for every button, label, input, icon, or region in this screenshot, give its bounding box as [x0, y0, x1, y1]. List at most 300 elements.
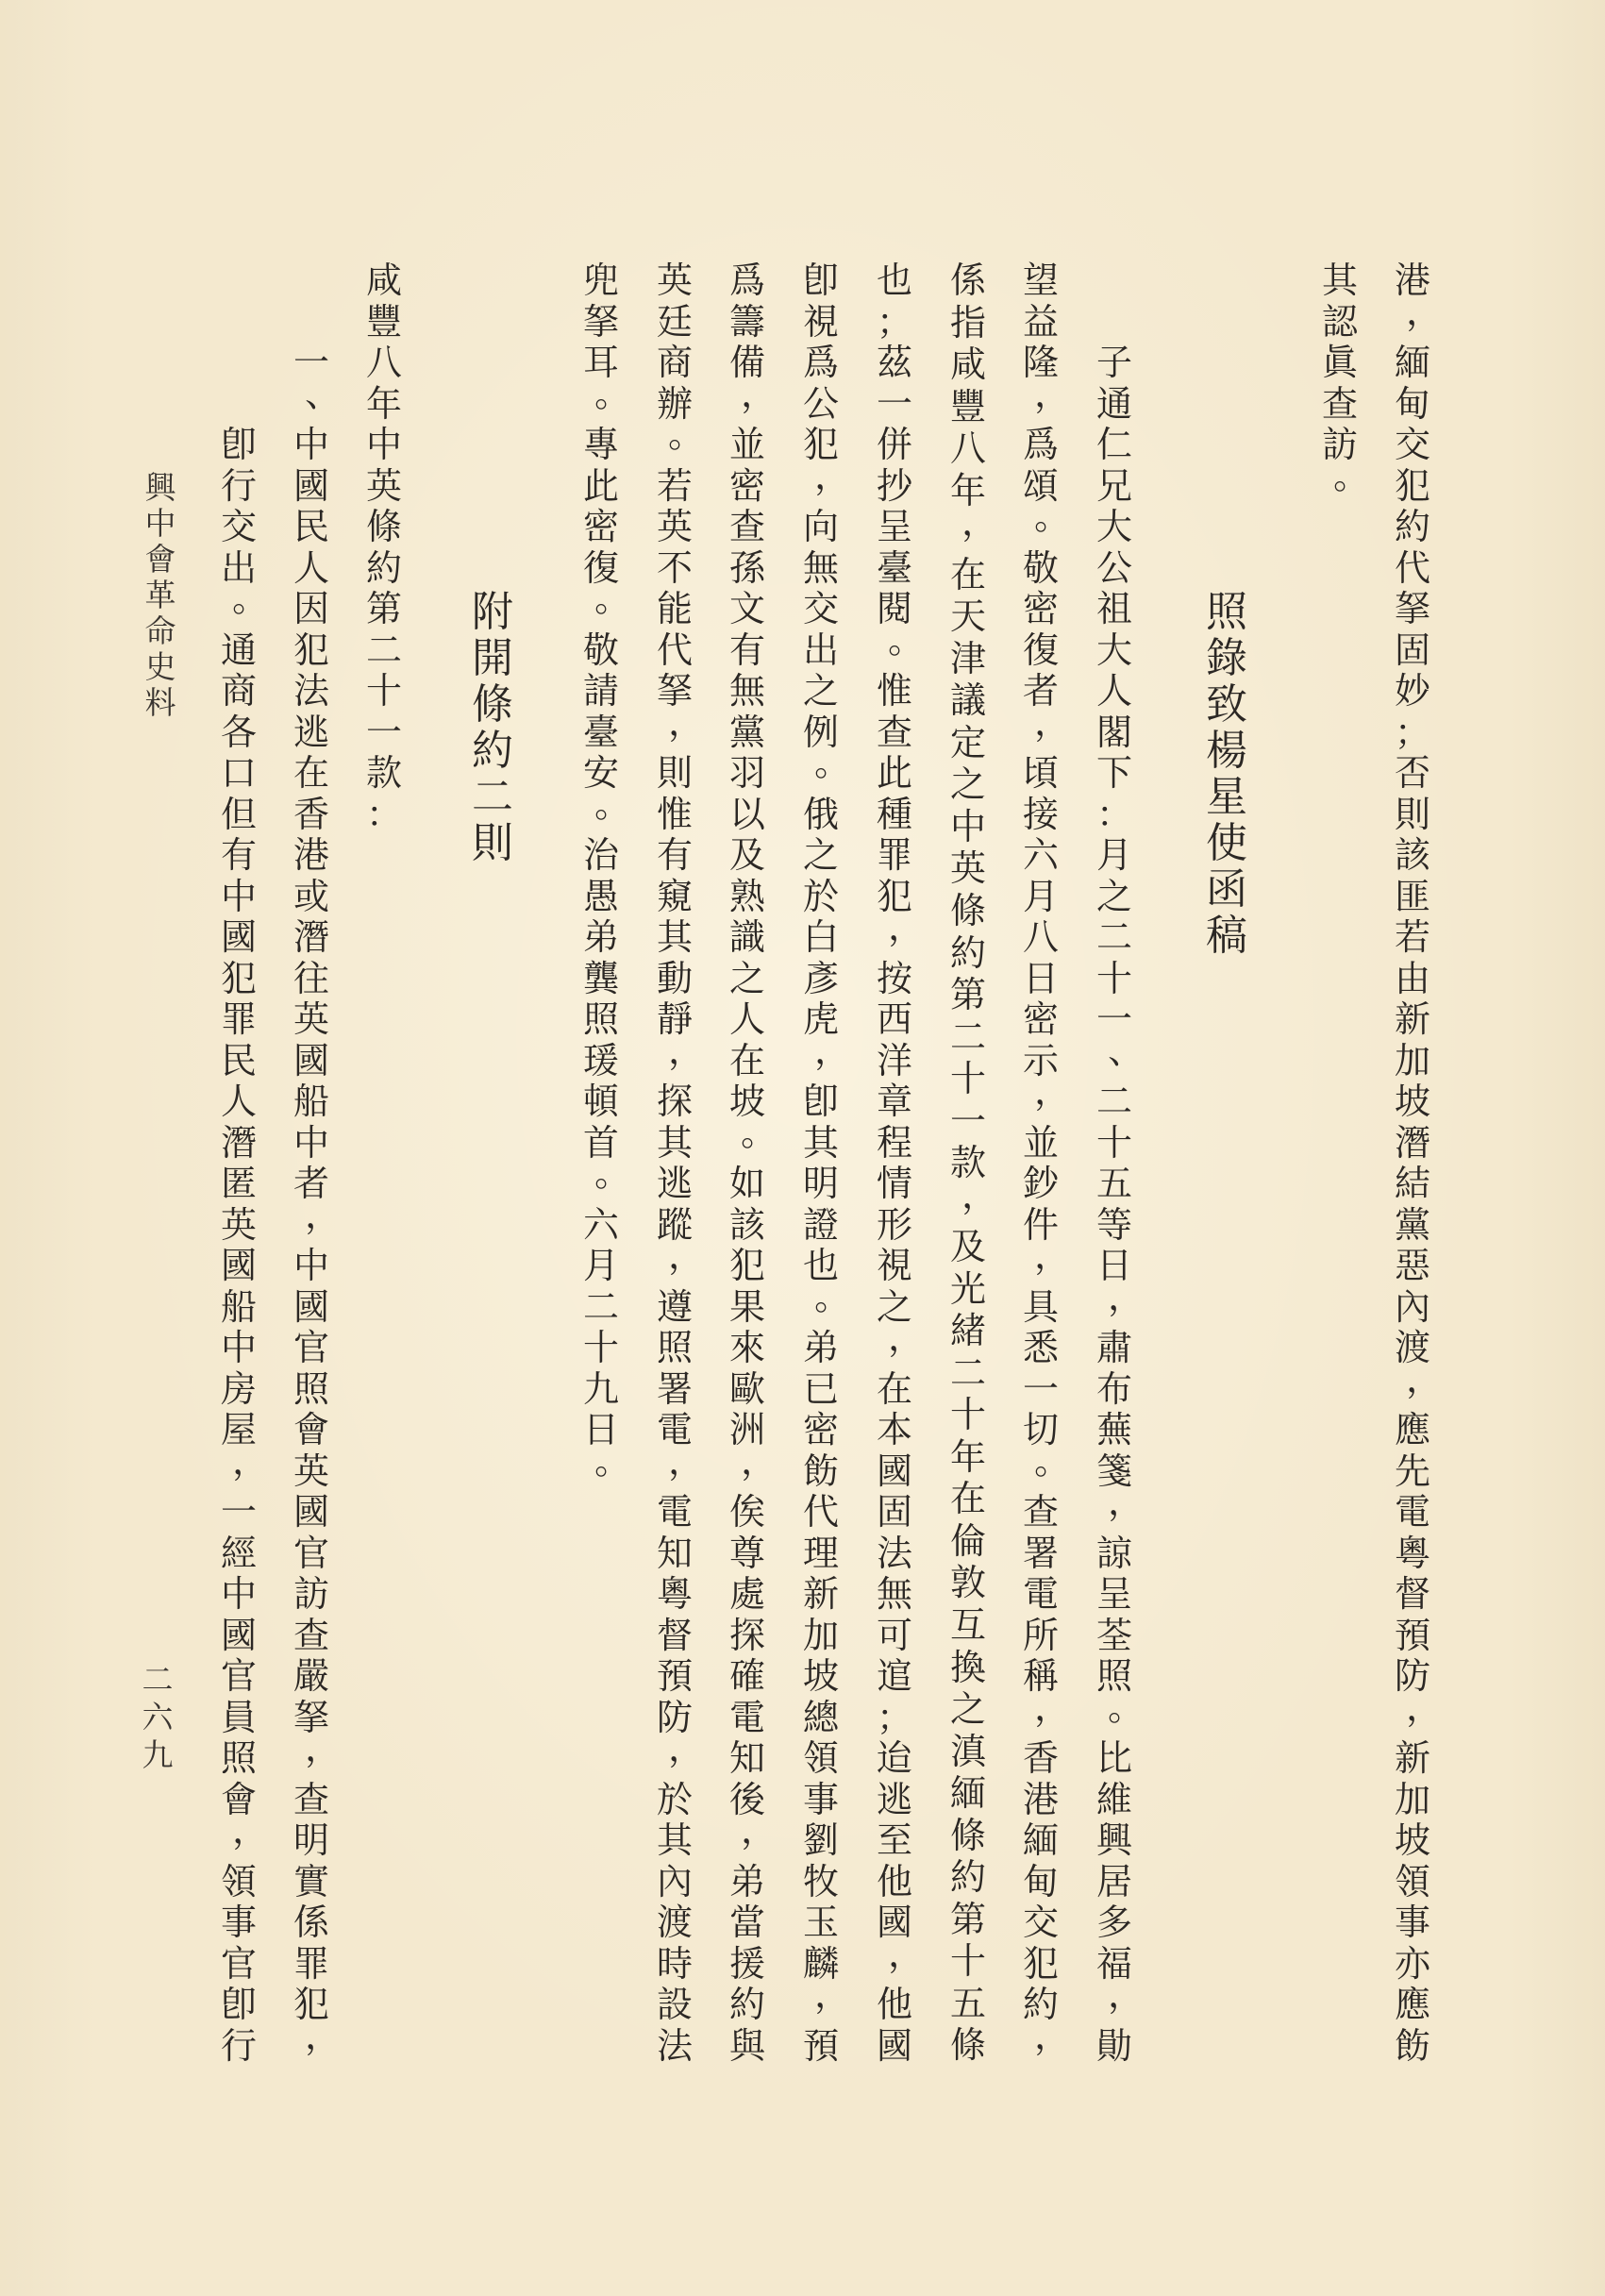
letter-line-8-signature: [577, 260, 631, 1492]
glyph: 電: [656, 1409, 693, 1450]
glyph: 逭: [876, 1655, 912, 1697]
glyph: 也: [876, 260, 912, 301]
glyph: 黨: [728, 711, 765, 753]
glyph: 密: [728, 464, 765, 507]
glyph: 望: [1022, 260, 1059, 301]
glyph: 史: [144, 648, 176, 685]
glyph: 犯: [220, 957, 257, 999]
glyph: 呈: [876, 506, 912, 547]
glyph: 港: [293, 834, 329, 876]
glyph: 臺: [582, 711, 619, 753]
glyph: 亦: [1394, 1942, 1430, 1985]
glyph: 人: [728, 998, 765, 1040]
glyph: 興: [144, 469, 176, 506]
glyph: 此: [582, 464, 619, 507]
glyph: 有: [728, 628, 765, 671]
glyph: 劉: [802, 1819, 839, 1861]
glyph: 洲: [728, 1409, 765, 1450]
glyph: 十: [1095, 1121, 1132, 1164]
glyph: 探: [728, 1614, 765, 1656]
glyph: 往: [293, 957, 329, 999]
glyph: 料: [144, 684, 176, 721]
glyph: 約: [949, 931, 986, 974]
glyph: 官: [293, 1327, 329, 1368]
glyph: 犯: [876, 875, 912, 917]
glyph: 惟: [656, 793, 693, 835]
glyph: 法: [656, 2024, 693, 2067]
glyph: 密: [1022, 588, 1059, 629]
glyph: 房: [220, 1367, 257, 1410]
glyph: 無: [876, 1573, 912, 1615]
glyph: ，: [1034, 2014, 1071, 2056]
glyph: ，: [1108, 1481, 1145, 1523]
glyph: 約: [949, 1856, 986, 1899]
glyph: 罪: [293, 1942, 329, 1985]
glyph: 復: [582, 546, 619, 589]
letter-line-3: [945, 260, 998, 2067]
glyph: 預: [1394, 1614, 1430, 1656]
glyph: 福: [1095, 1942, 1132, 1985]
glyph: 天: [949, 595, 986, 638]
glyph: 向: [802, 506, 839, 547]
glyph: 中: [949, 805, 986, 847]
glyph: 督: [1394, 1573, 1430, 1615]
glyph: ，: [961, 501, 998, 544]
glyph: 固: [1394, 628, 1430, 671]
glyph: 緬: [1394, 342, 1430, 383]
glyph: 國: [293, 1039, 329, 1081]
glyph: 具: [1022, 1285, 1059, 1328]
glyph: 互: [949, 1604, 986, 1646]
glyph: ，: [305, 2014, 342, 2056]
glyph: ，: [1034, 700, 1071, 743]
glyph: 津: [949, 637, 986, 679]
glyph: 照: [656, 1327, 693, 1368]
glyph: 稿: [1206, 912, 1247, 960]
glyph: 錄: [1206, 634, 1247, 682]
glyph: 形: [876, 1203, 912, 1246]
glyph: 約: [728, 1984, 765, 2025]
glyph: 總: [802, 1696, 839, 1738]
glyph: 會: [220, 1778, 257, 1820]
glyph: 約: [365, 546, 402, 589]
glyph: 拏: [582, 300, 619, 343]
glyph: ，: [814, 1973, 851, 2016]
glyph: 黨: [1394, 1203, 1430, 1246]
glyph: 能: [656, 588, 693, 629]
glyph: ，: [1108, 1275, 1145, 1317]
glyph: 督: [656, 1614, 693, 1656]
glyph: 切: [1022, 1409, 1059, 1450]
glyph: 香: [1022, 1737, 1059, 1779]
glyph: 粵: [656, 1573, 693, 1615]
glyph: 八: [949, 427, 986, 470]
glyph: 行: [220, 2024, 257, 2067]
glyph: 係: [949, 260, 986, 301]
continuation-line-2: [1316, 260, 1370, 507]
glyph: ，: [668, 1234, 705, 1277]
glyph: 二: [1095, 916, 1132, 958]
glyph: 領: [220, 1860, 257, 1902]
glyph: 於: [802, 875, 839, 917]
glyph: 安: [582, 752, 619, 794]
glyph: 。: [594, 782, 631, 825]
glyph: ，: [888, 906, 925, 948]
glyph: 則: [1394, 793, 1430, 835]
glyph: 人: [293, 546, 329, 589]
glyph: 附: [472, 588, 513, 636]
glyph: 英: [656, 506, 693, 547]
glyph: 滇: [949, 1730, 986, 1772]
glyph: 大: [1095, 628, 1132, 671]
glyph: 接: [1022, 793, 1059, 835]
glyph: 大: [1095, 506, 1132, 547]
glyph: ：: [365, 793, 402, 835]
glyph: 通: [1095, 382, 1132, 425]
glyph: 其: [656, 1121, 693, 1164]
glyph: ，: [668, 1029, 705, 1071]
glyph: 則: [472, 819, 513, 867]
glyph: 卽: [220, 1984, 257, 2025]
glyph: 。: [668, 413, 705, 456]
glyph: 坡: [802, 1655, 839, 1697]
glyph: 光: [949, 1267, 986, 1310]
glyph: 出: [220, 546, 257, 589]
glyph: 英: [293, 1450, 329, 1492]
glyph: 並: [1022, 1121, 1059, 1164]
glyph: 犯: [802, 424, 839, 465]
glyph: 國: [220, 916, 257, 958]
glyph: 章: [876, 1081, 912, 1122]
glyph: 無: [802, 546, 839, 589]
glyph: ，: [814, 454, 851, 496]
glyph: 國: [220, 1614, 257, 1656]
glyph: 英: [220, 1203, 257, 1246]
glyph: 按: [876, 957, 912, 999]
glyph: 公: [802, 382, 839, 425]
glyph: 卽: [802, 260, 839, 301]
glyph: 中: [220, 1327, 257, 1368]
glyph: 開: [472, 634, 513, 682]
glyph: 事: [1394, 1902, 1430, 1943]
glyph: 仁: [1095, 424, 1132, 465]
glyph: 拏: [1394, 588, 1430, 629]
glyph: 坡: [1394, 1819, 1430, 1861]
glyph: 請: [582, 670, 619, 712]
glyph: ，: [888, 1932, 925, 1974]
glyph: 訪: [1321, 424, 1358, 465]
glyph: 日: [1022, 957, 1059, 999]
glyph: 探: [656, 1081, 693, 1122]
glyph: 、: [305, 372, 342, 414]
glyph: 牧: [802, 1860, 839, 1902]
glyph: 一: [1095, 998, 1132, 1040]
glyph: 來: [728, 1327, 765, 1368]
glyph: 中: [293, 424, 329, 465]
glyph: 渡: [656, 1902, 693, 1943]
appendix-title: [466, 589, 519, 866]
glyph: 事: [220, 1902, 257, 1943]
glyph: ，: [741, 1439, 777, 1482]
glyph: 有: [656, 834, 693, 876]
glyph: 查: [1022, 1491, 1059, 1533]
glyph: 等: [1095, 1203, 1132, 1246]
glyph: 之: [949, 763, 986, 806]
glyph: 勛: [1095, 2024, 1132, 2067]
glyph: 各: [220, 711, 257, 753]
glyph: 理: [802, 1532, 839, 1574]
letter-title: [1200, 589, 1253, 959]
glyph: 並: [728, 424, 765, 465]
glyph: 交: [1022, 1902, 1059, 1943]
glyph: 署: [656, 1367, 693, 1410]
glyph: 明: [293, 1819, 329, 1861]
glyph: 民: [293, 506, 329, 547]
glyph: 敬: [582, 628, 619, 671]
glyph: 預: [802, 2024, 839, 2067]
glyph: 或: [293, 875, 329, 917]
glyph: ，: [1034, 372, 1071, 414]
glyph: 援: [728, 1942, 765, 1985]
glyph: 一: [949, 1099, 986, 1142]
glyph: 窺: [656, 875, 693, 917]
glyph: 豐: [949, 385, 986, 427]
glyph: 中: [365, 424, 402, 465]
glyph: 。: [888, 618, 925, 661]
glyph: ，: [305, 1193, 342, 1235]
glyph: 已: [802, 1367, 839, 1410]
glyph: 六: [142, 1699, 174, 1735]
glyph: 先: [1394, 1450, 1430, 1492]
glyph: 。: [594, 372, 631, 414]
glyph: 一: [876, 382, 912, 425]
glyph: 廷: [656, 300, 693, 343]
glyph: ；: [876, 1696, 912, 1738]
glyph: 。: [1333, 454, 1370, 496]
glyph: 益: [1022, 300, 1059, 343]
glyph: 臺: [876, 546, 912, 589]
glyph: 查: [1321, 382, 1358, 425]
glyph: 蹤: [656, 1203, 693, 1246]
glyph: 犯: [728, 1245, 765, 1286]
glyph: 一: [1022, 1367, 1059, 1410]
glyph: 月: [1022, 875, 1059, 917]
letter-line-7: [651, 260, 705, 2067]
glyph: 十: [1095, 957, 1132, 999]
glyph: ，: [1406, 1357, 1443, 1399]
glyph: 。: [594, 1152, 631, 1195]
glyph: 布: [1095, 1367, 1132, 1410]
glyph: 眞: [1321, 342, 1358, 383]
glyph: 五: [949, 1982, 986, 2024]
glyph: 照: [1095, 1655, 1132, 1697]
glyph: 。: [814, 742, 851, 784]
glyph: 日: [582, 1409, 619, 1450]
glyph: 五: [1095, 1163, 1132, 1204]
glyph: 否: [1394, 752, 1430, 794]
glyph: ，: [232, 1809, 269, 1852]
glyph: 二: [142, 1661, 174, 1698]
glyph: ，: [1034, 1234, 1071, 1277]
glyph: ：: [1095, 793, 1132, 835]
glyph: 查: [293, 1778, 329, 1820]
glyph: 蕪: [1095, 1409, 1132, 1450]
glyph: 以: [728, 793, 765, 835]
glyph: 會: [293, 1409, 329, 1450]
glyph: 商: [656, 342, 693, 383]
glyph: 之: [876, 1285, 912, 1328]
glyph: 官: [220, 1942, 257, 1985]
glyph: 若: [1394, 916, 1430, 958]
glyph: 二: [949, 1351, 986, 1394]
glyph: 歐: [728, 1367, 765, 1410]
glyph: 。: [741, 1111, 777, 1153]
glyph: ，: [1034, 1070, 1071, 1113]
glyph: 法: [876, 1532, 912, 1574]
glyph: 十: [949, 1058, 986, 1100]
glyph: 備: [728, 342, 765, 383]
glyph: ，: [1108, 1973, 1145, 2016]
glyph: 惟: [876, 670, 912, 712]
glyph: 咸: [949, 344, 986, 386]
glyph: 靜: [656, 998, 693, 1040]
glyph: 新: [802, 1573, 839, 1615]
glyph: 祖: [1095, 588, 1132, 629]
glyph: 船: [293, 1081, 329, 1122]
glyph: 交: [220, 506, 257, 547]
glyph: 潛: [220, 1121, 257, 1164]
glyph: 官: [220, 1655, 257, 1697]
glyph: 國: [293, 1285, 329, 1328]
glyph: ，: [888, 1316, 925, 1359]
glyph: 係: [293, 1902, 329, 1943]
glyph: 則: [656, 752, 693, 794]
glyph: 卽: [220, 424, 257, 465]
glyph: 二: [472, 773, 513, 821]
glyph: 當: [728, 1902, 765, 1943]
glyph: 國: [293, 464, 329, 507]
glyph: 八: [365, 342, 402, 383]
glyph: 辦: [656, 382, 693, 425]
glyph: 防: [656, 1696, 693, 1738]
glyph: ，: [232, 1439, 269, 1482]
glyph: 專: [582, 424, 619, 465]
glyph: 視: [802, 300, 839, 343]
glyph: 麟: [802, 1942, 839, 1985]
glyph: 在: [728, 1039, 765, 1081]
glyph: ，: [741, 1809, 777, 1852]
glyph: 弟: [728, 1860, 765, 1902]
glyph: 其: [1321, 260, 1358, 301]
glyph: 他: [876, 1984, 912, 2025]
glyph: 妙: [1394, 670, 1430, 712]
glyph: 星: [1206, 773, 1247, 821]
glyph: 代: [802, 1491, 839, 1533]
glyph: 日: [1095, 1245, 1132, 1286]
glyph: 船: [220, 1285, 257, 1328]
glyph: 坡: [728, 1081, 765, 1122]
glyph: ，: [814, 1029, 851, 1071]
glyph: 件: [1022, 1203, 1059, 1246]
glyph: 楊: [1206, 727, 1247, 775]
glyph: 識: [728, 916, 765, 958]
glyph: 設: [656, 1984, 693, 2025]
glyph: 實: [293, 1860, 329, 1902]
glyph: 換: [949, 1646, 986, 1688]
glyph: 惡: [1394, 1245, 1430, 1286]
glyph: 一: [365, 711, 402, 753]
glyph: 條: [472, 680, 513, 729]
glyph: 代: [1394, 546, 1430, 589]
glyph: 人: [220, 1081, 257, 1122]
glyph: 英: [365, 464, 402, 507]
glyph: 。: [1034, 495, 1071, 538]
glyph: ，: [1034, 1685, 1071, 1728]
glyph: 龔: [582, 957, 619, 999]
glyph: 若: [656, 464, 693, 507]
glyph: 坡: [1394, 1081, 1430, 1122]
glyph: 國: [220, 1245, 257, 1286]
glyph: 通: [220, 628, 257, 671]
glyph: 居: [1095, 1860, 1132, 1902]
glyph: 人: [1095, 670, 1132, 712]
glyph: 八: [1022, 916, 1059, 958]
glyph: 之: [728, 957, 765, 999]
glyph: 俄: [802, 793, 839, 835]
glyph: 證: [802, 1203, 839, 1246]
glyph: 荃: [1095, 1614, 1132, 1656]
glyph: 動: [656, 957, 693, 999]
glyph: 國: [876, 2024, 912, 2067]
glyph: 密: [1022, 998, 1059, 1040]
glyph: 出: [802, 628, 839, 671]
glyph: 茲: [876, 342, 912, 383]
glyph: 與: [728, 2024, 765, 2067]
glyph: 員: [220, 1696, 257, 1738]
glyph: 在: [293, 752, 329, 794]
glyph: 交: [1394, 424, 1430, 465]
glyph: 固: [876, 1491, 912, 1533]
glyph: 電: [728, 1696, 765, 1738]
glyph: 領: [1394, 1860, 1430, 1902]
glyph: 革: [144, 577, 176, 613]
glyph: 甸: [1394, 382, 1430, 425]
glyph: 十: [949, 1940, 986, 1983]
glyph: 國: [876, 1450, 912, 1492]
glyph: 虎: [802, 998, 839, 1040]
glyph: 英: [656, 260, 693, 301]
glyph: 六: [582, 1203, 619, 1246]
glyph: 興: [1095, 1819, 1132, 1861]
glyph: 所: [1022, 1614, 1059, 1656]
glyph: 至: [876, 1819, 912, 1861]
glyph: 查: [293, 1614, 329, 1656]
glyph: 其: [656, 916, 693, 958]
glyph: 其: [802, 1121, 839, 1164]
glyph: ，: [305, 1727, 342, 1769]
treaty-heading: [360, 260, 408, 835]
glyph: 官: [293, 1532, 329, 1574]
page-number: [137, 1661, 178, 1774]
glyph: 但: [220, 793, 257, 835]
glyph: 預: [656, 1655, 693, 1697]
glyph: 程: [876, 1121, 912, 1164]
glyph: 閣: [1095, 711, 1132, 753]
glyph: 尊: [728, 1532, 765, 1574]
glyph: 果: [728, 1285, 765, 1328]
glyph: ，: [668, 1439, 705, 1482]
glyph: 因: [293, 588, 329, 629]
